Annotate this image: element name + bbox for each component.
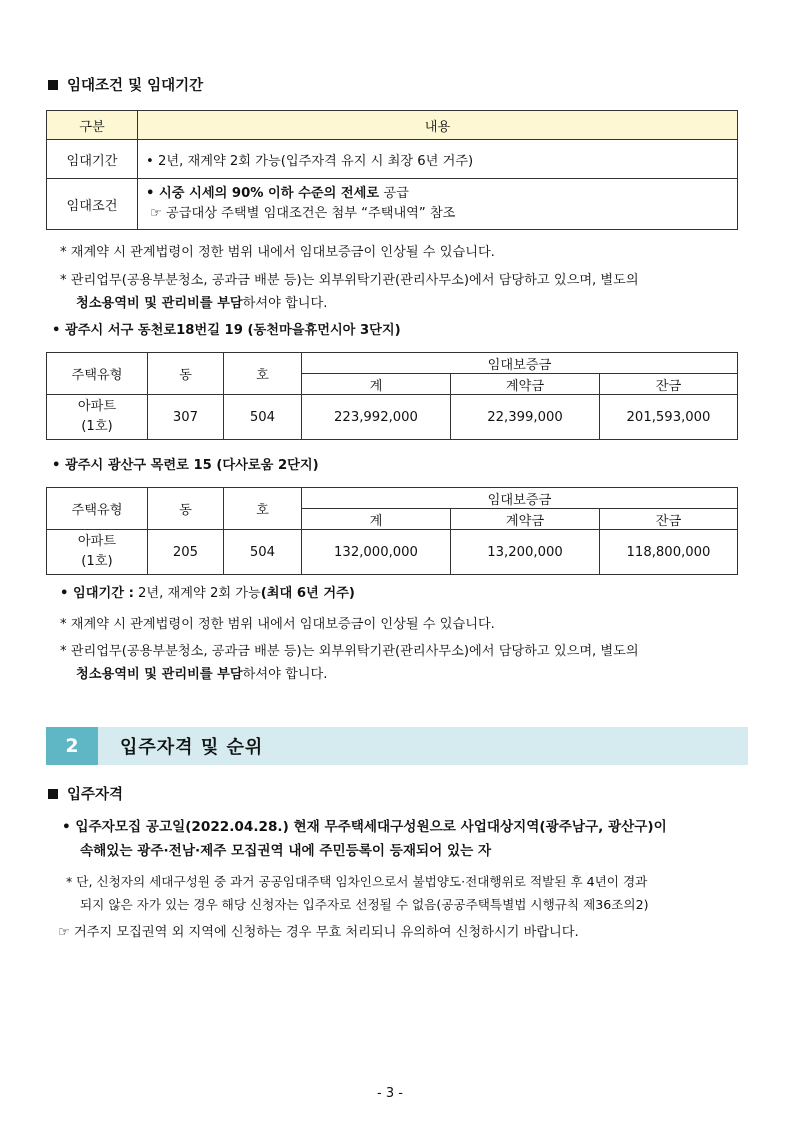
cell-balance: 201,593,000: [600, 395, 738, 440]
cell-type-line1: 아파트: [77, 534, 117, 549]
note2-management-cont: [76, 666, 327, 684]
period-bold: (최대 6년 거주): [260, 586, 355, 601]
qualification-note-line2: 되지 않은 자가 있는 경우 해당 신청자는 입주자로 선정될 수 없음(공공주택특별법 시행규칙 제36조의2): [80, 897, 649, 912]
cell-type-line2: (1호): [81, 554, 113, 569]
cell-type-line1: 아파트: [77, 399, 117, 414]
complex1-table: [46, 352, 738, 440]
qualification-main-line2: 속해있는 광주·전남·제주 모집권역 내에 주민등록이 등재되어 있는 자: [80, 843, 492, 859]
qualification-note-line1: * 단, 신청자의 세대구성원 중 과거 공공임대주택 임차인으로서 불법양도·전대행위로 적발된 후 4년이 경과: [66, 874, 648, 889]
row-content-conditions: [138, 179, 738, 230]
note2-rest-text: 하셔야 합니다.: [242, 667, 328, 682]
section-bar-qualification: [46, 727, 748, 765]
header-contract: 계약금: [451, 509, 600, 530]
condition-reference-text: ☞ 공급대상 주택별 임대조건은 첨부 “주택내역” 참조: [150, 206, 456, 221]
period-label: • 임대기간 :: [60, 586, 134, 601]
header-total: 계: [302, 509, 451, 530]
section-heading-lease: [48, 74, 203, 95]
qualification-warning: ☞ 거주지 모집권역 외 지역에 신청하는 경우 무효 처리되니 유의하여 신청하시기 바랍니다.: [58, 925, 579, 940]
complex2-title: • 광주시 광산구 목련로 15 (다사로움 2단지): [52, 458, 319, 473]
header-category: 구분: [47, 111, 138, 140]
note-renewal: * 재계약 시 관계법령이 정한 범위 내에서 임대보증금이 인상될 수 있습니다.: [60, 245, 495, 260]
complex2-table: [46, 487, 738, 575]
note2-bold-text: 청소용역비 및 관리비를 부담: [76, 667, 243, 682]
condition-bold-text: • 시중 시세의 90% 이하 수준의 전세로: [146, 186, 380, 201]
header-deposit: 임대보증금: [302, 488, 738, 509]
section-title: 입주자격 및 순위: [120, 737, 264, 758]
header-type: 주택유형: [47, 488, 148, 530]
cell-total: 132,000,000: [302, 530, 451, 575]
cell-dong: 307: [148, 395, 224, 440]
header-balance: 잔금: [600, 509, 738, 530]
square-bullet-icon: [48, 80, 58, 90]
header-type: 주택유형: [47, 353, 148, 395]
header-dong: 동: [148, 353, 224, 395]
qualification-heading: [48, 783, 123, 804]
row-label-period: 임대기간: [47, 140, 138, 179]
row-label-conditions: 임대조건: [47, 179, 138, 230]
qualification-main-line1: • 입주자모집 공고일(2022.04.28.) 현재 무주택세대구성원으로 사업대상지역(광주남구, 광산구)이: [62, 819, 667, 835]
cell-total: 223,992,000: [302, 395, 451, 440]
header-content: 내용: [138, 111, 738, 140]
note2-management: * 관리업무(공용부분청소, 공과금 배분 등)는 외부위탁기관(관리사무소)에서 담당하고 있으며, 별도의: [60, 644, 639, 659]
period-text: 2년, 재계약 2회 가능: [133, 586, 261, 601]
complex1-title: • 광주시 서구 동천로18번길 19 (동천마을휴먼시아 3단지): [52, 323, 401, 338]
cell-type-line2: (1호): [81, 419, 113, 434]
cell-ho: 504: [224, 395, 302, 440]
cell-contract: 22,399,000: [451, 395, 600, 440]
header-ho: 호: [224, 353, 302, 395]
cell-type: [47, 530, 148, 575]
note2-renewal: * 재계약 시 관계법령이 정한 범위 내에서 임대보증금이 인상될 수 있습니다.: [60, 617, 495, 632]
note-bold-text: 청소용역비 및 관리비를 부담: [76, 296, 243, 311]
note-management: * 관리업무(공용부분청소, 공과금 배분 등)는 외부위탁기관(관리사무소)에서 담당하고 있으며, 별도의: [60, 273, 639, 288]
lease-conditions-table: [46, 110, 738, 230]
note-management-cont: [76, 295, 327, 313]
header-contract: 계약금: [451, 374, 600, 395]
cell-type: [47, 395, 148, 440]
section-number: 2: [46, 727, 98, 765]
cell-contract: 13,200,000: [451, 530, 600, 575]
cell-dong: 205: [148, 530, 224, 575]
row-content-period: • 2년, 재계약 2회 가능(입주자격 유지 시 최장 6년 거주): [138, 140, 738, 179]
header-deposit: 임대보증금: [302, 353, 738, 374]
header-dong: 동: [148, 488, 224, 530]
header-total: 계: [302, 374, 451, 395]
cell-balance: 118,800,000: [600, 530, 738, 575]
condition-rest-text: 공급: [379, 186, 409, 201]
period-line: [60, 585, 355, 603]
square-bullet-icon: [48, 789, 58, 799]
header-balance: 잔금: [600, 374, 738, 395]
page-number: - 3 -: [377, 1086, 403, 1101]
cell-ho: 504: [224, 530, 302, 575]
header-ho: 호: [224, 488, 302, 530]
qualification-heading-text: 입주자격: [67, 787, 124, 803]
note-rest-text: 하셔야 합니다.: [242, 296, 328, 311]
section-heading-text: 임대조건 및 임대기간: [67, 78, 204, 94]
